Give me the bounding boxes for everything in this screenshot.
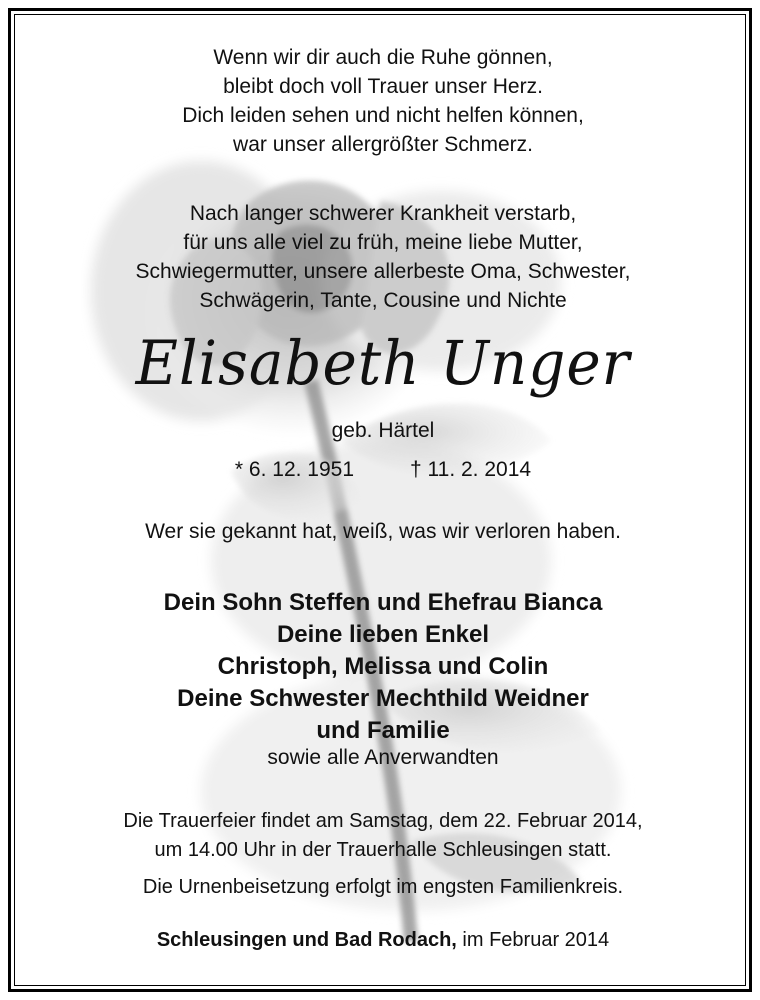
poem-line: Wenn wir dir auch die Ruhe gönnen, bbox=[213, 46, 553, 69]
life-dates bbox=[11, 458, 752, 482]
intro-line: Schwiegermutter, unsere allerbeste Oma, Schwester, bbox=[135, 260, 631, 283]
text-content bbox=[11, 11, 752, 992]
intro-line: für uns alle viel zu früh, meine liebe Mutter, bbox=[183, 231, 583, 254]
poem-line: Dich leiden sehen und nicht helfen können, bbox=[182, 104, 584, 127]
burial-info: Die Urnenbeisetzung erfolgt im engsten Familienkreis. bbox=[142, 876, 624, 898]
poem-line: war unser allergrößter Schmerz. bbox=[233, 133, 533, 156]
signature bbox=[11, 929, 752, 952]
signature-date: im Februar 2014 bbox=[462, 929, 610, 951]
other-relatives: sowie alle Anverwandten bbox=[267, 746, 499, 769]
mourner-line: Christoph, Melissa und Colin bbox=[217, 653, 549, 680]
obituary-frame bbox=[8, 8, 752, 992]
intro-line: Schwägerin, Tante, Cousine und Nichte bbox=[199, 289, 567, 312]
birth-name: geb. Härtel bbox=[331, 419, 435, 442]
death-date: † 11. 2. 2014 bbox=[410, 458, 532, 481]
mourner-line: Dein Sohn Steffen und Ehefrau Bianca bbox=[163, 589, 603, 616]
funeral-info: Die Trauerfeier findet am Samstag, dem 22. Februar 2014, bbox=[123, 810, 643, 832]
mourner-line: Deine Schwester Mechthild Weidner bbox=[177, 685, 589, 712]
funeral-info: um 14.00 Uhr in der Trauerhalle Schleusingen statt. bbox=[154, 839, 612, 861]
deceased-name: Elisabeth Unger bbox=[135, 327, 631, 399]
birth-date: * 6. 12. 1951 bbox=[234, 458, 355, 481]
mourner-line: und Familie bbox=[316, 717, 450, 744]
quote: Wer sie gekannt hat, weiß, was wir verloren haben. bbox=[145, 520, 621, 543]
intro-line: Nach langer schwerer Krankheit verstarb, bbox=[189, 202, 577, 225]
poem-line: bleibt doch voll Trauer unser Herz. bbox=[223, 75, 543, 98]
mourner-line: Deine lieben Enkel bbox=[276, 621, 490, 648]
signature-places: Schleusingen und Bad Rodach, bbox=[156, 929, 457, 951]
